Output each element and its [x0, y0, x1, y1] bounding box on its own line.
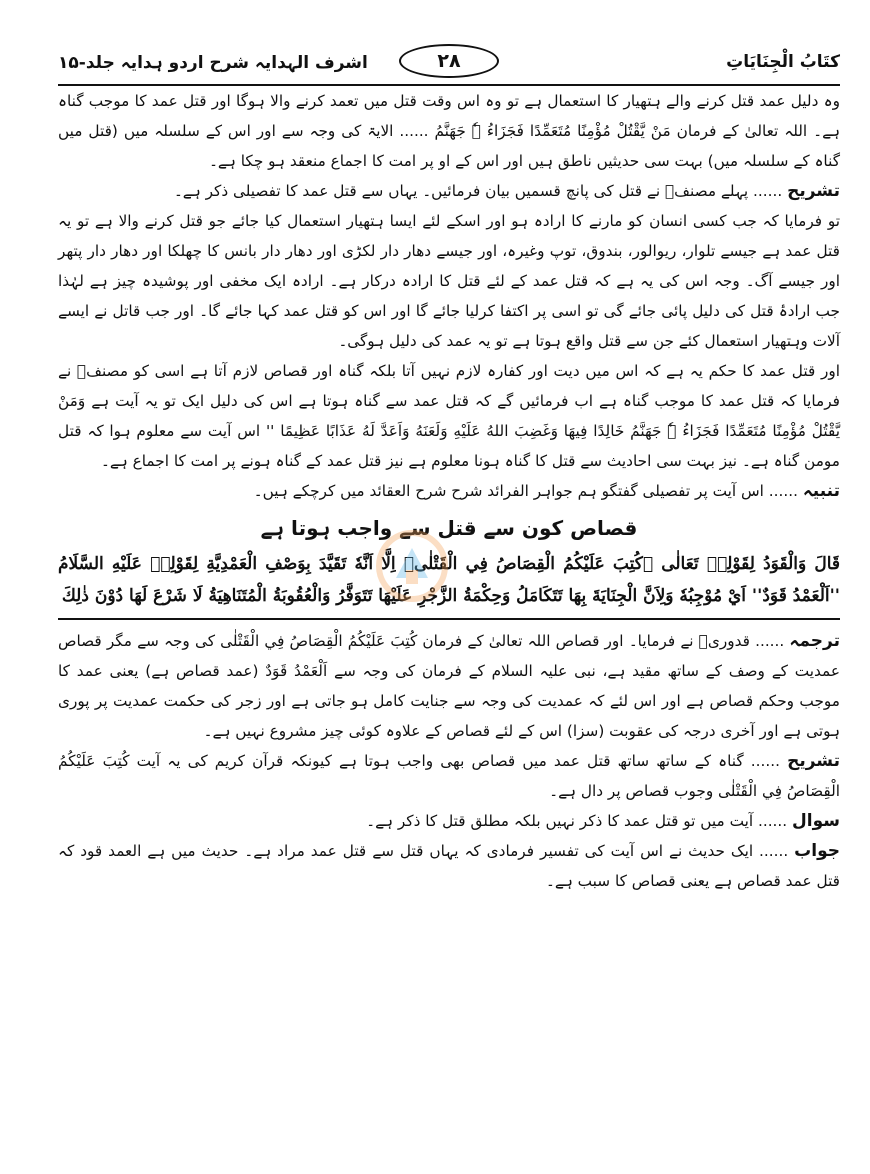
- tashreeh-text: ...... پہلے مصنفؒ نے قتل کی پانچ قسمیں بیان فرمائیں۔ یہاں سے قتل عمد کا تفصیلی ذکر ہے۔: [173, 182, 783, 200]
- tashreeh-label: تشریح: [787, 181, 840, 201]
- page-body: [58, 86, 840, 896]
- arabic-matn: قَالَ وَالْقَوَدُ لِقَوْلِهٖ تَعَالٰى ﴿كُتِبَ عَلَيْكُمُ الْقِصَاصُ فِي الْقَتْلٰى﴾ اِلَّا اَنَّهٗ تَقَيَّدَ بِوَصْفِ الْعَمْدِيَّةِ لِقَوْلِهٖ عَلَيْهِ السَّلَامُ ''اَلْعَمْدُ قَوَدٌ'' اَيْ مُوْجِبُهٗ وَلِاَنَّ الْجِنَايَةَ بِهَا تَتَكَامَلُ وَحِكْمَةُ الزَّجْرِ عَلَيْهَا تَتَوَفَّرُ وَالْعُقُوبَةُ الْمُتَنَاهِيَةُ لَا شَرْعَ لَهَا دُوْنَ ذٰلِكَ: [58, 548, 840, 620]
- tashreeh-text-2: ...... گناہ کے ساتھ ساتھ قتل عمد میں قصاص بھی واجب ہوتا ہے کیونکہ قرآن کریم کی یہ آیت كُتِبَ عَلَيْكُمُ الْقِصَاصُ فِي الْقَتْلٰى وجوب قصاص پر دال ہے۔: [58, 752, 840, 800]
- jawab-label: جواب: [794, 841, 840, 861]
- page-header: [58, 40, 840, 86]
- explanation-paragraph: تو فرمایا کہ جب کسی انسان کو مارنے کا ارادہ ہو اور اسکے لئے ایسا ہتھیار استعمال کیا جائے جو قتل کرنے والا ہے تو یہ قتل عمد ہے جیسے تلوار، ریوالور، بندوق، توپ وغیرہ، اور جیسے دھار دار لکڑی اور دھار دار بانس کا چھلکا اور دھار دار پتھر اور جیسے آگ۔ وجہ اس کی یہ ہے کہ قتل عمد کے لئے قتل کا ارادہ درکار ہے۔ ارادہ ایک مخفی اور پوشیدہ چیز ہے لہٰذا جب ارادۂ قتل کی دلیل پائی جائے گی تو اسی پر اکتفا کرلیا جائے گا اور اس کو قتل عمد کہا جائے گا۔ اور جب قاتل نے ایسے آلات وہتھیار استعمال کئے جن سے قتل واقع ہوتا ہے تو یہ عمد کی دلیل ہوگی۔: [58, 212, 840, 350]
- tarjuma-label: ترجمہ: [789, 631, 840, 651]
- tarjuma-paragraph: [58, 626, 840, 746]
- jawab-text: ...... ایک حدیث نے اس آیت کی تفسیر فرمادی کہ یہاں قتل سے قتل عمد مراد ہے۔ حدیث میں ہے العمد قود کہ قتل عمد قصاص ہے یعنی قصاص کا سبب ہے۔: [58, 842, 840, 890]
- tashreeh-paragraph-1: [58, 176, 840, 206]
- sawal-paragraph: [58, 806, 840, 836]
- book-title: اشرف الہدایہ شرح اردو ہدایہ جلد-۱۵: [58, 52, 368, 73]
- tashreeh-paragraph-2: [58, 746, 840, 806]
- book-section-title: كتَابُ الْجِنَايَاتِ: [726, 52, 840, 72]
- tanbeeh-text: ...... اس آیت پر تفصیلی گفتگو ہم جواہر الفرائد شرح شرح العقائد میں کرچکے ہیں۔: [253, 482, 798, 500]
- tarjuma-text: ...... قدوریؒ نے فرمایا۔ اور قصاص اللہ تعالیٰ کے فرمان كُتِبَ عَلَيْكُمُ الْقِصَاصُ فِي الْقَتْلٰى کی وجہ سے مگر قصاص عمدیت کے وصف کے ساتھ مقید ہے، نبی علیہ السلام کے فرمان کی وجہ سے اَلْعَمْدُ قَوَدٌ (عمد قصاص ہے) یعنی عمد کا موجب وحکم قصاص ہے اور اس لئے کہ عمدیت کی وجہ سے جنایت کامل ہو جاتی ہے اور زجر کی حکمت عمدیت پر پوری ہوتی ہے اور آخری درجہ کی عقوبت (سزا) اس کے لئے قصاص کے علاوہ کوئی چیز مشروع نہیں ہے۔: [58, 632, 840, 740]
- page-number: ۲۸: [399, 44, 499, 78]
- page: [58, 40, 840, 1140]
- intro-paragraph: وہ دلیل عمد قتل کرنے والے ہتھیار کا استعمال ہے تو وہ اس وقت قتل میں تعمد کرنے والا ہوگا اور قتل عمد کا موجب گناہ ہے۔ اللہ تعالیٰ کے فرمان مَنْ يَّقْتُلْ مُؤْمِنًا مُتَعَمِّدًا فَجَزَاءُ ہٗ جَهَنَّمُ ...... الایۃ کی وجہ سے اور اس کے سلسلہ میں (قتل میں گناہ کے سلسلہ میں) بہت سی حدیثیں ناطق ہیں اور اس کے او پر امت کا اجماع منعقد ہو چکا ہے۔: [58, 92, 840, 170]
- tashreeh-label-2: تشریح: [787, 751, 840, 771]
- ruling-paragraph: اور قتل عمد کا حکم یہ ہے کہ اس میں دیت اور کفارہ لازم نہیں آتا بلکہ گناہ اور قصاص لازم آتا ہے اسی کو مصنفؒ نے فرمایا کہ قتل عمد کا موجب گناہ ہے اب فرمائیں گے کہ قتل عمد سے گناہ ہوتا ہے اس کی دلیل ایک تو یہ آیت ہے وَمَنْ يَّقْتُلْ مُؤْمِنًا مُتَعَمِّدًا فَجَزَاءُ ہٗ جَهَنَّمُ خَالِدًا فِيهَا وَغَضِبَ اللهُ عَلَيْهِ وَلَعَنَهُ وَاَعَدَّ لَهُ عَذَابًا عَظِيمًا '' اس آیت سے معلوم ہوا کہ قتل مومن گناہ ہے۔ نیز بہت سی احادیث سے قتل کا گناہ ہونا معلوم ہے نیز قتل عمد کے گناہ ہونے پر امت کا اجماع ہے۔: [58, 362, 840, 470]
- sawal-label: سوال: [792, 811, 840, 831]
- sawal-text: ...... آیت میں تو قتل عمد کا ذکر نہیں بلکہ مطلق قتل کا ذکر ہے۔: [366, 812, 788, 830]
- section-heading: قصاص کون سے قتل سے واجب ہوتا ہے: [260, 516, 638, 540]
- jawab-paragraph: [58, 836, 840, 896]
- tanbeeh-label: تنبیہ: [802, 481, 840, 501]
- tanbeeh-paragraph: [58, 476, 840, 506]
